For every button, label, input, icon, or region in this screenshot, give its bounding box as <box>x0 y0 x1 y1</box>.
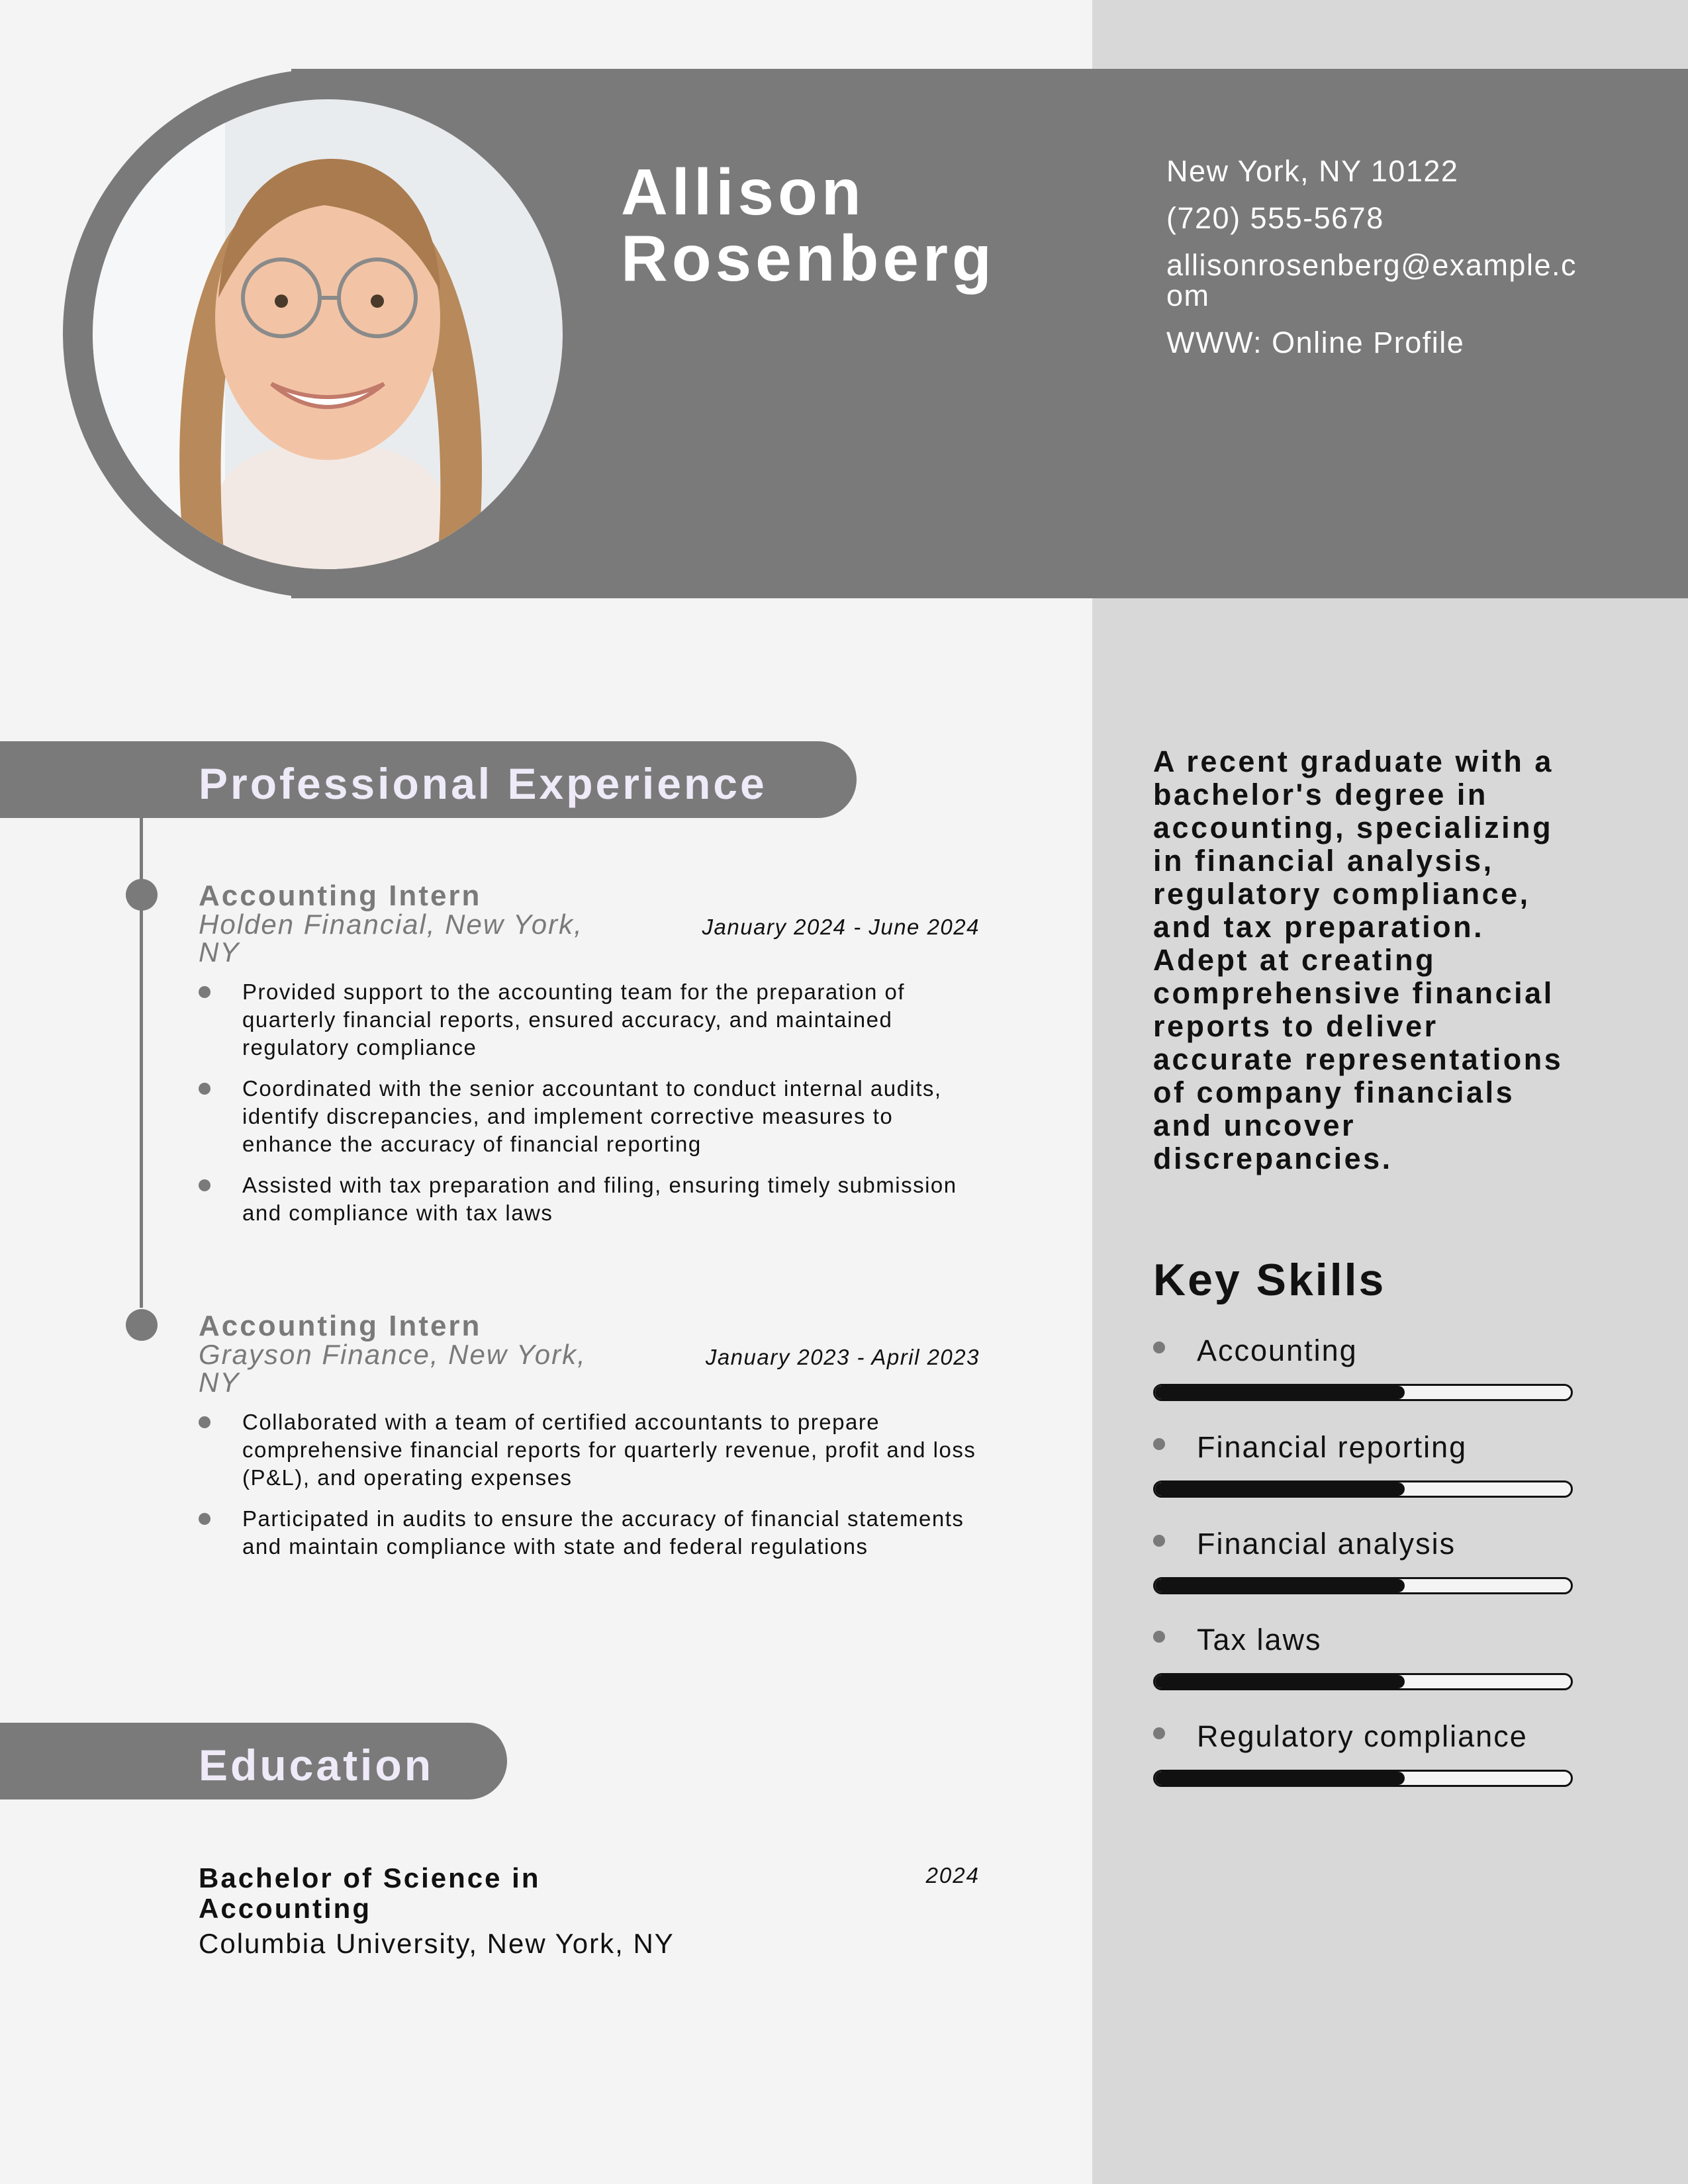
education-degree: Bachelor of Science in Accounting <box>199 1862 541 1924</box>
skill-level-fill <box>1155 1675 1405 1688</box>
job-bullet: Participated in audits to ensure the accuracy of financial statements and maintain compliance with state and federal regulations <box>199 1505 980 1561</box>
job-entry <box>199 1312 980 1574</box>
skill-bullet <box>1153 1631 1165 1643</box>
skill-level-fill <box>1155 1386 1405 1399</box>
skill-level-bar <box>1153 1770 1573 1787</box>
experience-heading: Professional Experience <box>199 759 767 808</box>
skill-bullet <box>1153 1535 1165 1547</box>
professional-summary: A recent graduate with a bachelor's degree in accounting, specializing in financial analysis, regulatory compliance, and tax preparation. Adept at creating comprehensive financial reports to deliver accurate representations of company financials and uncover discrepancies. <box>1153 745 1564 1175</box>
skill-level-fill <box>1155 1482 1405 1496</box>
contact-email[interactable]: allisonrosenberg@example.com <box>1166 248 1577 312</box>
skill-bullet <box>1153 1727 1165 1739</box>
contact-website[interactable]: WWW: Online Profile <box>1166 326 1465 359</box>
skill-level-fill <box>1155 1579 1405 1592</box>
job-bullet: Collaborated with a team of certified accountants to prepare comprehensive financial reports for quarterly revenue, profit and loss (P&L), and operating expenses <box>199 1408 980 1492</box>
skill-label: Tax laws <box>1197 1623 1322 1657</box>
education-entry <box>199 1863 980 1960</box>
job-dates: January 2024 - June 2024 <box>702 915 980 939</box>
skill-level-bar <box>1153 1384 1573 1401</box>
timeline-dot <box>126 1309 158 1341</box>
skill-label: Financial analysis <box>1197 1527 1456 1561</box>
skill-label: Financial reporting <box>1197 1430 1468 1464</box>
skill-bullet <box>1153 1342 1165 1353</box>
skill-level-fill <box>1155 1772 1405 1785</box>
last-name: Rosenberg <box>621 222 996 295</box>
job-bullet: Assisted with tax preparation and filing, ensuring timely submission and compliance with tax laws <box>199 1171 980 1227</box>
skill-level-bar <box>1153 1577 1573 1594</box>
education-heading-bar <box>0 1723 507 1799</box>
education-heading: Education <box>199 1741 434 1790</box>
profile-photo <box>93 99 563 569</box>
skill-bullet <box>1153 1438 1165 1450</box>
education-school: Columbia University, New York, NY <box>199 1928 675 1959</box>
contact-address: New York, NY 10122 <box>1166 154 1459 188</box>
job-bullets <box>199 978 980 1227</box>
job-bullets <box>199 1408 980 1561</box>
skill-label: Accounting <box>1197 1334 1358 1367</box>
skills-heading: Key Skills <box>1153 1255 1386 1305</box>
job-company: Grayson Finance, New York, NY <box>199 1339 586 1398</box>
skill-label: Regulatory compliance <box>1197 1719 1528 1753</box>
job-company: Holden Financial, New York, NY <box>199 909 583 968</box>
skill-level-bar <box>1153 1480 1573 1498</box>
candidate-name <box>621 156 1084 295</box>
job-dates: January 2023 - April 2023 <box>705 1345 980 1369</box>
skill-level-bar <box>1153 1673 1573 1690</box>
first-name: Allison <box>621 156 865 228</box>
contact-phone: (720) 555-5678 <box>1166 201 1384 235</box>
contact-info <box>1166 156 1577 375</box>
education-year: 2024 <box>925 1863 980 1888</box>
experience-heading-bar <box>0 741 857 818</box>
job-entry <box>199 882 980 1240</box>
job-title: Accounting Intern <box>199 1310 482 1342</box>
timeline-dot <box>126 879 158 911</box>
job-bullet: Provided support to the accounting team for the preparation of quarterly financial reports, ensured accuracy, and maintained regulatory compliance <box>199 978 980 1062</box>
job-title: Accounting Intern <box>199 880 482 912</box>
job-bullet: Coordinated with the senior accountant to conduct internal audits, identify discrepancies, and implement corrective measures to enhance the accuracy of financial reporting <box>199 1075 980 1158</box>
